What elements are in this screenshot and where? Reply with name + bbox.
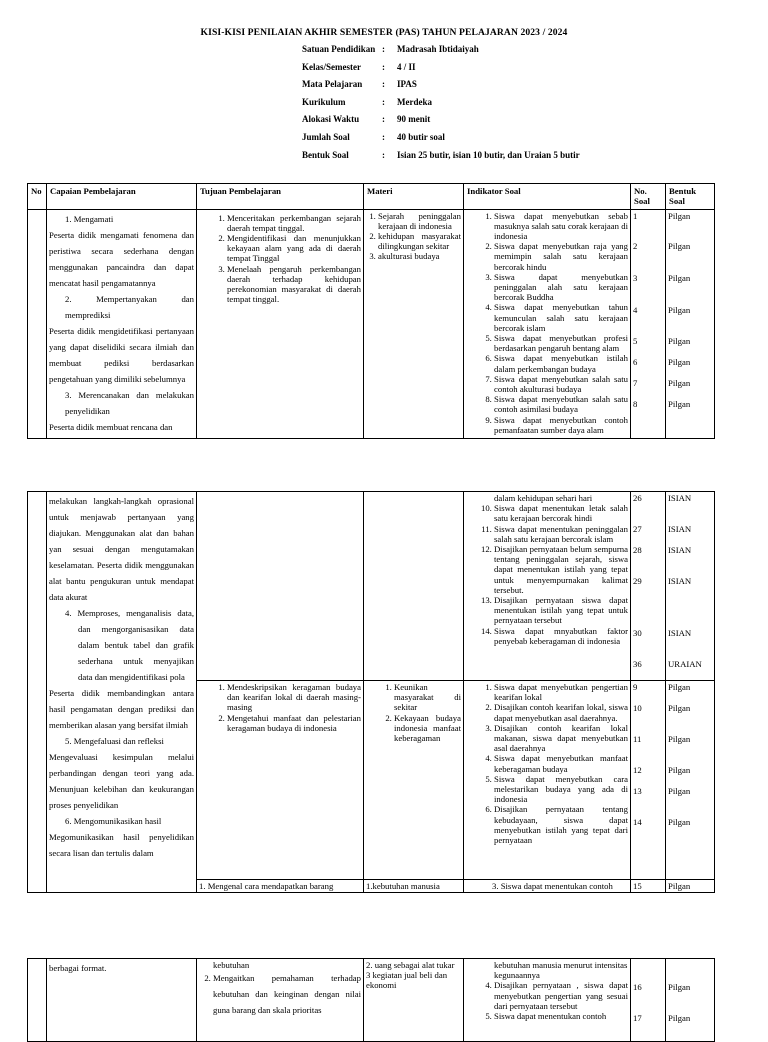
cell-capaian: melakukan langkah-langkah oprasional untuk menjawab pertanyaan yang diajukan. Menggunakan alat dan bahan yan sesuai dengan mengutamakan keselamatan. Peserta didik menggunakan alat bantu pengukuran untuk mendapat data akurat 4. Memproses, menganalisis data, dan mengorganisasikan data dalam bentuk tabel dan grafik sederhana untuk menyajikan data dan mengidentifikasi pola Peserta didik membandingkan antara hasil pengamatan dengan prediksi dan memberikan alasan yang bersifat ilmiah 5. Mengefaluasi dan refleksi Mengevaluasi kesimpulan melalui perbandingan dengan teori yang ada. Menunjuan kelebihan dan keukurangan proses penyelidikan 6. Mengomunikasikan hasil Megomunikasikan hasil penyelidikan secara lisan dan tertulis dalam bbox=[47, 492, 197, 893]
cell-capaian: berbagai format. bbox=[47, 959, 197, 1042]
cell-bentuk-soal: Pilgan Pilgan Pilgan Pilgan Pilgan Pilgan Pilgan Pilgan bbox=[666, 209, 715, 438]
cell-capaian: 1. Mengamati Peserta didik mengamati fenomena dan peristiwa secara sederhana dengan menggunakan pancaindra dan dapat mencatat hasil pengamatannya 2. Mempertanyakan dan memprediksi Peserta didik mengidetifikasi pertanyaan yang dapat diselidiki secara ilmiah dan membuat pediksi berdasarkan pengetahuan yang dimiliki sebelumnya 3. Merencanakan dan melakukan penyelidikan Peserta didik membuat rencana dan bbox=[47, 209, 197, 438]
cell-materi bbox=[364, 209, 464, 438]
cell-indikator bbox=[464, 681, 631, 880]
cell-bentuk-soal: Pilgan Pilgan bbox=[666, 959, 715, 1042]
cell-no-soal: 26 27 28 29 30 36 bbox=[631, 492, 666, 681]
list-item: 14. Siswa dapat mnyabutkan faktor penyebab keberagaman di indonesia bbox=[494, 626, 628, 646]
list-item: 1. Siswa dapat menyebutkan pengertian kearifan lokal bbox=[494, 682, 628, 702]
header-no: No bbox=[28, 184, 47, 210]
list-item: 2. kehidupan masyarakat dilingkungan sekitar bbox=[378, 231, 461, 251]
header-materi: Materi bbox=[364, 184, 464, 210]
list-item: 4. Disajikan pernyataan , siswa dapat menyebutkan pengertian yang sesuai dari pernyataan tersebut bbox=[494, 980, 628, 1011]
cell-indikator: dalam kehidupan sehari hari 10. Siswa dapat menentukan letak salah satu kerajaan bercorak hindi 11. Siswa dapat menentukan peninggalan salah satu kerajaan bercorak islam 12. Disajikan pernyataan belum sempurna tentang peninggalan sejarah, siswa dapat menentukan istilah yang tepat untuk menyempurnakan kalimat tersebut. 13. Disajikan pernyataan siswa dapat menentukan istilah yang tepat untuk pernyataan tersebut 14. Siswa dapat mnyabutkan faktor penyebab keberagaman di indonesia bbox=[464, 492, 631, 681]
meta-row: Satuan Pendidikan : Madrasah Ibtidaiyah bbox=[302, 44, 479, 54]
header-tujuan: Tujuan Pembelajaran bbox=[197, 184, 364, 210]
list-item: 7. Siswa dapat menyebutkan salah satu contoh akulturasi budaya bbox=[494, 374, 628, 394]
cell-no bbox=[28, 209, 47, 438]
list-item: 2. Disajikan contoh kearifan lokal, siswa dapat menyebutkan asal daerahnya. bbox=[494, 702, 628, 722]
list-item: 12. Disajikan pernyataan belum sempurna tentang peninggalan sejarah, siswa dapat menentukan istilah yang tepat untuk menyempurnakan kalimat tersebut. bbox=[494, 544, 628, 595]
meta-row: Alokasi Waktu : 90 menit bbox=[302, 114, 431, 125]
list-item: 5. Siswa dapat menyebutkan cara melestarikan budaya yang ada di indonesia bbox=[494, 774, 628, 805]
table-row bbox=[28, 209, 715, 438]
cell-tujuan bbox=[197, 209, 364, 438]
list-item: 1. Menceritakan perkembangan sejarah daerah tempat tinggal. bbox=[227, 213, 361, 233]
cell-no-soal: 9 10 11 12 13 14 bbox=[631, 681, 666, 880]
list-item: 4. Siswa dapat menyebutkan tahun kemunculan salah satu kerajaan bercorak islam bbox=[494, 302, 628, 333]
header-no-soal: No. Soal bbox=[631, 184, 666, 210]
list-item: 5. Siswa dapat menentukan contoh bbox=[494, 1011, 628, 1021]
cell-bentuk-soal: Pilgan bbox=[666, 880, 715, 893]
list-item: 4. Siswa dapat menyebutkan manfaat keberagaman budaya bbox=[494, 753, 628, 773]
meta-row: Jumlah Soal : 40 butir soal bbox=[302, 131, 445, 142]
list-item: 1. Mendeskripsikan keragaman budaya dan kearifan lokal di daerah masing-masing bbox=[227, 682, 361, 713]
list-item: 3. Menelaah pengaruh perkembangan daerah terhadap kehidupan perekonomian masyarakat di daerah tempat tinggal. bbox=[227, 264, 361, 305]
cell-no-soal: 15 bbox=[631, 880, 666, 893]
list-item: 9. Siswa dapat menyebutkan contoh pemanfaatan sumber daya alam bbox=[494, 415, 628, 435]
cell-materi bbox=[364, 681, 464, 880]
cell-tujuan: 1. Mengenal cara mendapatkan barang bbox=[197, 880, 364, 893]
table-row bbox=[28, 492, 715, 681]
list-item: 3. akulturasi budaya bbox=[378, 251, 461, 261]
list-item: 2. Siswa dapat menyebutkan raja yang memimpin salah satu kerajaan bercorak hindu bbox=[494, 241, 628, 272]
cell-indikator: 3. Siswa dapat menentukan contoh bbox=[464, 880, 631, 893]
meta-row: Mata Pelajaran : IPAS bbox=[302, 79, 417, 90]
cell-materi: 2. uang sebagai alat tukar 3 kegiatan jual beli dan ekonomi bbox=[364, 959, 464, 1042]
cell-materi bbox=[364, 492, 464, 681]
list-item: 2. Mengetahui manfaat dan pelestarian keragaman budaya di indonesia bbox=[227, 713, 361, 733]
cell-no bbox=[28, 959, 47, 1042]
list-item: 10. Siswa dapat menentukan letak salah satu kerajaan bercorak hindi bbox=[494, 503, 628, 523]
cell-indikator bbox=[464, 209, 631, 438]
kisi-kisi-table-page-2 bbox=[27, 491, 715, 893]
list-item: 6. Disajikan pernyataan tentang kebudayaan, siswa dapat menyebutkan istilah yang tepat dari pernyataan bbox=[494, 804, 628, 845]
table-header-row bbox=[28, 184, 715, 210]
cell-no-soal: 16 17 bbox=[631, 959, 666, 1042]
list-item: 2. Mengaitkan pemahaman terhadap kebutuhan dan keinginan dengan nilai guna barang dan skala prioritas bbox=[213, 970, 361, 1018]
list-item: 5. Siswa dapat menyebutkan profesi berdasarkan pengaruh bentang alam bbox=[494, 333, 628, 353]
list-item: 2. Mengidentifikasi dan menunjukkan kekayaan alam yang ada di daerah tempat Tinggal bbox=[227, 233, 361, 264]
cell-bentuk-soal: Pilgan Pilgan Pilgan Pilgan Pilgan Pilgan bbox=[666, 681, 715, 880]
document-meta bbox=[302, 43, 580, 166]
header-capaian: Capaian Pembelajaran bbox=[47, 184, 197, 210]
list-item: 3. Siswa dapat menyebutkan peninggalan alah satu kerajaan bercorak Buddha bbox=[494, 272, 628, 303]
header-bentuk-soal: Bentuk Soal bbox=[666, 184, 715, 210]
document-title: KISI-KISI PENILAIAN AKHIR SEMESTER (PAS) TAHUN PELAJARAN 2023 / 2024 bbox=[200, 27, 568, 38]
cell-no-soal: 1 2 3 4 5 6 7 8 bbox=[631, 209, 666, 438]
list-item: 1. Siswa dapat menyebutkan sebab masuknya salah satu corak kerajaan di indonesia bbox=[494, 211, 628, 242]
cell-materi: 1.kebutuhan manusia bbox=[364, 880, 464, 893]
list-item: 1. Sejarah peninggalan kerajaan di indonesia bbox=[378, 211, 461, 231]
kisi-kisi-table-page-1 bbox=[27, 183, 715, 439]
list-item: 1. Keunikan masyarakat di sekitar bbox=[394, 682, 461, 713]
meta-row: Kurikulum : Merdeka bbox=[302, 96, 432, 107]
cell-tujuan bbox=[197, 681, 364, 880]
cell-bentuk-soal: ISIAN ISIAN ISIAN ISIAN ISIAN URAIAN bbox=[666, 492, 715, 681]
list-item: 3. Disajikan contoh kearifan lokal makanan, siswa dapat menyebutkan asal daerahnya bbox=[494, 723, 628, 754]
cell-indikator: kebutuhan manusia menurut intensitas kegunaannya 4. Disajikan pernyataan , siswa dapat menyebutkan pengertian yang sesuai dari pernyataan tersebut 5. Siswa dapat menentukan contoh bbox=[464, 959, 631, 1042]
header-indikator: Indikator Soal bbox=[464, 184, 631, 210]
list-item: 6. Siswa dapat menyebutkan istilah dalam perkembangan budaya bbox=[494, 353, 628, 373]
cell-tujuan bbox=[197, 492, 364, 681]
list-item: 11. Siswa dapat menentukan peninggalan salah satu kerajaan bercorak islam bbox=[494, 524, 628, 544]
list-item: 2. Kekayaan budaya indonesia manfaat keberagaman bbox=[394, 713, 461, 744]
list-item: 13. Disajikan pernyataan siswa dapat menentukan istilah yang tepat untuk pernyataan tersebut bbox=[494, 595, 628, 626]
meta-row: Bentuk Soal : Isian 25 butir, isian 10 butir, dan Uraian 5 butir bbox=[302, 149, 580, 160]
table-row bbox=[28, 959, 715, 1042]
cell-tujuan: kebutuhan 2. Mengaitkan pemahaman terhadap kebutuhan dan keinginan dengan nilai guna barang dan skala prioritas bbox=[197, 959, 364, 1042]
kisi-kisi-table-page-3 bbox=[27, 958, 715, 1042]
meta-row: Kelas/Semester : 4 / II bbox=[302, 61, 416, 72]
cell-no bbox=[28, 492, 47, 893]
list-item: 8. Siswa dapat menyebutkan salah satu contoh asimilasi budaya bbox=[494, 394, 628, 414]
